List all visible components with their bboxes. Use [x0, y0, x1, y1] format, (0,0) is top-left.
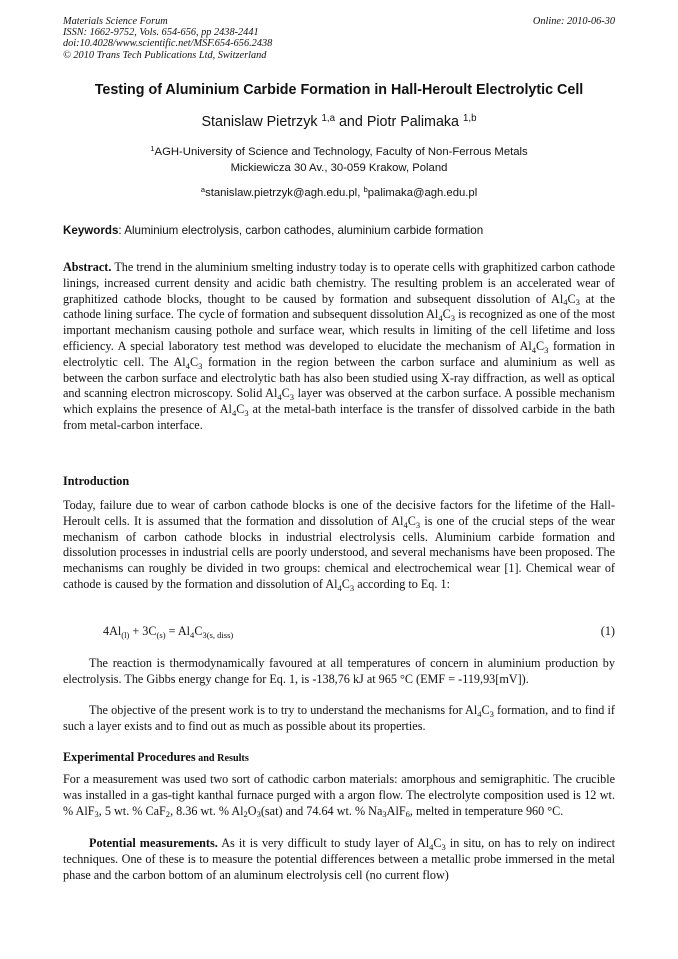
- abstract-text: at the cathode lining surface. The cycle of formation and subsequent dissolution Al: [63, 291, 615, 322]
- subscript: 3: [382, 809, 387, 820]
- subscript: 3: [198, 360, 203, 371]
- subscript: 3: [256, 809, 261, 820]
- paragraph-label: Potential measurements.: [89, 836, 218, 850]
- subscript: 4: [531, 344, 537, 355]
- subscript: 4: [563, 297, 568, 308]
- subscript: 3: [415, 519, 421, 530]
- email-marker: b: [363, 184, 368, 194]
- author-and: and: [338, 114, 363, 130]
- keywords: [63, 224, 623, 237]
- chem-symbol: C: [341, 576, 350, 591]
- journal-copyright: © 2010 Trans Tech Publications Ltd, Switzerland: [63, 49, 267, 61]
- heading-text: Experimental Procedures: [63, 750, 196, 764]
- chem-symbol: C: [407, 513, 416, 528]
- section-heading-introduction: Introduction: [63, 474, 130, 488]
- subscript: 3: [575, 297, 580, 308]
- equation-number: (1): [600, 624, 615, 638]
- heading-text-small: and Results: [195, 753, 249, 764]
- experimental-paragraph: [63, 772, 615, 819]
- subscript: 2: [165, 809, 171, 820]
- journal-header: [63, 16, 615, 61]
- journal-doi[interactable]: doi:10.4028/www.scientific.net/MSF.654-656.2438: [63, 38, 273, 50]
- subscript: 3: [94, 809, 99, 820]
- eq-term: 4Al: [103, 624, 122, 638]
- eq-term: = Al: [165, 624, 191, 638]
- body-text: The objective of the present work is to try to understand the mechanisms for Al: [89, 703, 478, 717]
- subscript: 3: [450, 313, 455, 324]
- author-name: Stanislaw Pietrzyk: [201, 114, 318, 130]
- body-text: in situ, on has to rely on indirect techniques. One of these is to measure the potential differences between a metallic probe immersed in the metal phase and the carbon bottom of an aluminum electrolysis cell (no current flow): [63, 836, 615, 882]
- chem-symbol: C: [536, 338, 545, 353]
- author-name: Piotr Palimaka: [366, 114, 459, 130]
- subscript: 3: [349, 582, 355, 593]
- affiliation: [40, 145, 638, 176]
- subscript: 3: [244, 407, 249, 418]
- chem-symbol: C: [481, 703, 490, 717]
- subscript: 2: [243, 809, 248, 820]
- online-date: Online: 2010-06-30: [532, 16, 615, 27]
- section-heading-experimental: [63, 750, 249, 765]
- body-text: , 5 wt. % CaF: [98, 803, 166, 818]
- chem-symbol: C: [281, 386, 290, 401]
- body-text: formation, and to find if such a layer exists and to find out as much as possible about its properties.: [63, 703, 615, 733]
- equation-body: [103, 624, 233, 639]
- body-paragraph: The reaction is thermodynamically favoured at all temperatures of concern in aluminium production by electrolysis. The Gibbs energy change for Eq. 1, is -138,76 kJ at 965 °C (EMF = -119,93[mV]).: [63, 656, 615, 686]
- subscript: 4: [337, 582, 342, 593]
- abstract-label: Abstract.: [63, 260, 112, 274]
- subscript: 3: [441, 841, 446, 852]
- email-link[interactable]: palimaka@agh.edu.pl: [367, 187, 478, 199]
- email-link[interactable]: stanislaw.pietrzyk@agh.edu.pl,: [205, 187, 361, 199]
- keywords-label: Keywords: [63, 224, 119, 237]
- author-affil-marker: 1,a: [321, 112, 335, 124]
- paper-title: Testing of Aluminium Carbide Formation in Hall-Heroult Electrolytic Cell: [94, 82, 584, 98]
- abstract-text: The trend in the aluminium smelting industry today is to operate cells with graphitized carbon cathode linings, increased current density and acidic bath chemistry. The resulting problem is an accelerated wear of graphitized cathode blocks, thought to be caused by formation and subsequent dissolution of Al: [63, 260, 615, 306]
- body-text: is one of the crucial steps of the wear mechanism of carbon cathode blocks in industrial electrolysis cells. Aluminium carbide formation and dissolution processes in industrial cells are poorly understood, and several mechanisms have been proposed. The mechanisms can roughly be divided in two groups: chemical and electrochemical wear [1]. Chemical wear of cathode is caused by the formation and dissolution of Al: [63, 513, 615, 591]
- author-emails: [40, 184, 638, 199]
- subscript: (l): [121, 629, 130, 640]
- subscript: 4: [477, 708, 482, 719]
- body-text: AlF: [386, 803, 406, 818]
- body-text: (sat) and 74.64 wt. % Na: [260, 803, 383, 818]
- author-line: [40, 114, 638, 130]
- subscript: 4: [429, 841, 434, 852]
- subscript: 3(s, diss): [202, 629, 234, 640]
- eq-term: C: [194, 624, 203, 638]
- potential-measurements-paragraph: [63, 836, 615, 883]
- abstract-text: at the metal-bath interface is the transfer of dissolved carbide in the bath from metal-carbon interface.: [63, 402, 615, 432]
- subscript: 4: [185, 360, 190, 371]
- author-affil-marker: 1,b: [462, 112, 477, 124]
- abstract-text: formation in the region between the carbon surface and aluminium as well as between the carbon surface and electrolytic bath has also been studied using X-ray diffraction, as well as optical and scanning electron microscopy. Solid Al: [63, 354, 615, 401]
- body-text: O: [247, 803, 257, 818]
- affiliation-address: Mickiewicza 30 Av., 30-059 Krakow, Poland: [230, 161, 448, 174]
- subscript: 4: [403, 519, 408, 530]
- subscript: 6: [405, 809, 410, 820]
- body-text: Today, failure due to wear of carbon cathode blocks is one of the decisive factors for the lifetime of the Hall-Heroult cells. It is assumed that the formation and dissolution of Al: [63, 498, 615, 528]
- subscript: 3: [289, 392, 295, 403]
- body-text: As it is very difficult to study layer of Al: [217, 836, 430, 850]
- keywords-text: : Aluminium electrolysis, carbon cathodes, aluminium carbide formation: [118, 224, 484, 237]
- subscript: (s): [156, 629, 166, 640]
- email-marker: a: [200, 184, 206, 194]
- body-text: For a measurement was used two sort of cathodic carbon materials: amorphous and semigraphitic. The crucible was installed in a gas-tight kanthal furnace purged with a argon flow. The electrolyte composition used is 12 wt. % AlF: [63, 772, 615, 818]
- affiliation-marker: 1: [150, 143, 155, 153]
- abstract-text: formation in electrolytic cell. The Al: [63, 338, 615, 369]
- subscript: 4: [190, 629, 195, 640]
- eq-term: + 3C: [129, 624, 157, 638]
- subscript: 4: [438, 313, 443, 324]
- affiliation-line: AGH-University of Science and Technology, Faculty of Non-Ferrous Metals: [154, 146, 528, 158]
- subscript: 3: [489, 708, 494, 719]
- journal-name: Materials Science Forum: [63, 16, 168, 27]
- journal-issn: ISSN: 1662-9752, Vols. 654-656, pp 2438-2441: [63, 27, 259, 39]
- body-text: , melted in temperature 960 °C.: [409, 803, 564, 818]
- chem-symbol: C: [567, 291, 576, 306]
- introduction-paragraph: [63, 498, 615, 593]
- subscript: 3: [544, 344, 549, 355]
- abstract-text: is recognized as one of the most important mechanism causing pothole and surface wear, which results in limiting of the cell lifetime and loss efficiency. A special laboratory test method was developed to elucidate the mechanism of Al: [63, 307, 615, 353]
- subscript: 4: [277, 392, 282, 403]
- abstract-text: layer was observed at the carbon surface. A possible mechanism which explains the presence of Al: [63, 386, 615, 417]
- chem-symbol: C: [189, 354, 199, 369]
- body-text: , 8.36 wt. % Al: [170, 803, 244, 818]
- abstract: [63, 260, 615, 434]
- subscript: 4: [231, 407, 237, 418]
- chem-symbol: C: [236, 402, 245, 417]
- chem-symbol: C: [442, 307, 451, 322]
- chem-symbol: C: [433, 836, 442, 850]
- body-text: according to Eq. 1:: [354, 576, 450, 591]
- body-paragraph: [63, 703, 615, 735]
